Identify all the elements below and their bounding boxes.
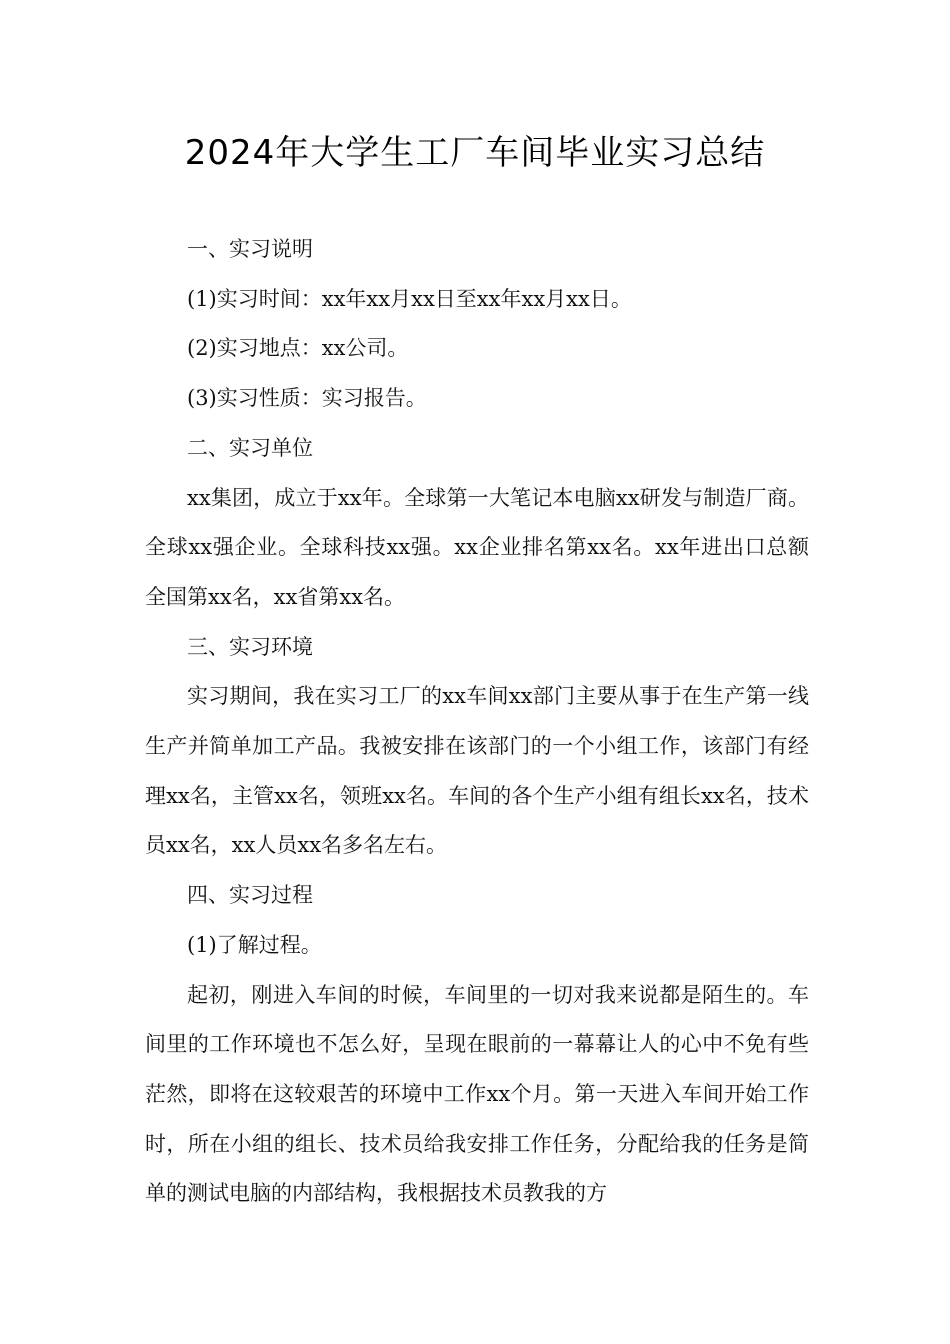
section-heading-4: 四、实习过程 <box>187 883 313 908</box>
company-description: xx集团，成立于xx年。全球第一大笔记本电脑xx研发与制造厂商。全球xx强企业。全球科技xx强。xx企业排名第xx名。xx年进出口总额全国第xx名，xx省第xx名。 <box>145 485 809 609</box>
process-description: 起初，刚进入车间的时候，车间里的一切对我来说都是陌生的。车间里的工作环境也不怎么好，呈现在眼前的一幕幕让人的心中不免有些茫然，即将在这较艰苦的环境中工作xx个月。第一天进入车间开始工作时，所在小组的组长、技术员给我安排工作任务，分配给我的任务是简单的测试电脑的内部结构，我根据技术员教我的方 <box>145 982 809 1206</box>
section-heading-3: 三、实习环境 <box>187 634 313 659</box>
section-heading-2: 二、实习单位 <box>187 435 313 460</box>
internship-time: (1)实习时间：xx年xx月xx日至xx年xx月xx日。 <box>187 286 632 311</box>
environment-description: 实习期间，我在实习工厂的xx车间xx部门主要从事于在生产第一线生产并简单加工产品。我被安排在该部门的一个小组工作，该部门有经理xx名，主管xx名，领班xx名。车间的各个生产小组有组长xx名，技术员xx名，xx人员xx名多名左右。 <box>145 684 809 858</box>
section-heading-1: 一、实习说明 <box>187 237 313 261</box>
internship-location: (2)实习地点：xx公司。 <box>187 336 409 361</box>
process-subheading-1: (1)了解过程。 <box>187 932 322 957</box>
document-body <box>145 225 809 1219</box>
internship-nature: (3)实习性质：实习报告。 <box>187 386 427 411</box>
document-title: 2024年大学生工厂车间毕业实习总结 <box>184 133 766 173</box>
